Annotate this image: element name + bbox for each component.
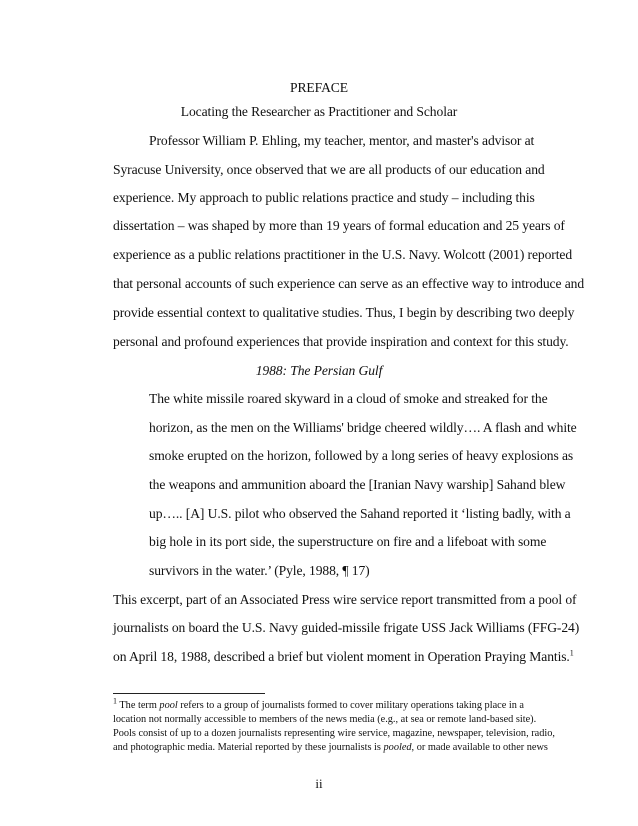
block-quote-line: The white missile roared skyward in a cloud of smoke and streaked for the xyxy=(149,391,548,406)
section-heading-text: 1988: The Persian Gulf xyxy=(255,363,383,378)
paragraph-line: dissertation – was shaped by more than 19 years of formal education and 25 years of xyxy=(113,218,565,233)
paragraph-line: provide essential context to qualitative studies. Thus, I begin by describing two deeply xyxy=(113,305,575,320)
page-title: PREFACE xyxy=(290,80,348,95)
paragraph-line: experience. My approach to public relations practice and study – including this xyxy=(113,190,535,205)
section-heading xyxy=(0,363,638,379)
paragraph-line: journalists on board the U.S. Navy guided-missile frigate USS Jack Williams (FFG-24) xyxy=(113,620,580,635)
footnote-marker: 1 xyxy=(113,696,117,706)
footnote-reference: 1 xyxy=(569,648,574,658)
block-quote-line: survivors in the water.’ (Pyle, 1988, ¶ 17) xyxy=(149,563,370,578)
footnote-emphasis: pooled xyxy=(383,742,412,753)
paragraph-line: personal and profound experiences that provide inspiration and context for this study. xyxy=(113,334,569,349)
footnote-line: location not normally accessible to members of the news media (e.g., at sea or remote land-based site). xyxy=(113,714,537,725)
footnote-line xyxy=(113,742,548,754)
paragraph-line: that personal accounts of such experience can serve as an effective way to introduce and xyxy=(113,276,585,291)
footnote-text: refers to a group of journalists formed to cover military operations taking place in a xyxy=(177,700,525,711)
footnote-line: Pools consist of up to a dozen journalists representing wire service, magazine, newspaper, television, radio, xyxy=(113,728,555,739)
block-quote-line: the weapons and ammunition aboard the [Iranian Navy warship] Sahand blew xyxy=(149,477,566,492)
footnote-text: , or made available to other news xyxy=(411,742,548,753)
block-quote-line: up….. [A] U.S. pilot who observed the Sahand reported it ‘listing badly, with a xyxy=(149,506,571,521)
paragraph-line: experience as a public relations practitioner in the U.S. Navy. Wolcott (2001) reported xyxy=(113,247,573,262)
page-number: ii xyxy=(315,776,323,791)
footnote-emphasis: pool xyxy=(159,700,178,711)
paragraph-line: This excerpt, part of an Associated Press wire service report transmitted from a pool of xyxy=(113,592,577,607)
paragraph-line xyxy=(113,649,574,665)
block-quote-line: horizon, as the men on the Williams' bridge cheered wildly…. A flash and white xyxy=(149,420,577,435)
paragraph-line: Professor William P. Ehling, my teacher, mentor, and master's advisor at xyxy=(149,133,535,148)
paragraph-line-text: on April 18, 1988, described a brief but violent moment in Operation Praying Mantis. xyxy=(113,649,570,664)
footnote-text: and photographic media. Material reported by these journalists is xyxy=(113,742,384,753)
footnote-text: The term xyxy=(117,700,160,711)
paragraph-line: Syracuse University, once observed that we are all products of our education and xyxy=(113,162,545,177)
block-quote-line: smoke erupted on the horizon, followed by a long series of heavy explosions as xyxy=(149,448,574,463)
footnote-line xyxy=(113,696,525,712)
block-quote-line: big hole in its port side, the superstructure on fire and a lifeboat with some xyxy=(149,534,547,549)
page-subtitle: Locating the Researcher as Practitioner and Scholar xyxy=(180,104,458,119)
footnote-divider xyxy=(113,693,265,694)
